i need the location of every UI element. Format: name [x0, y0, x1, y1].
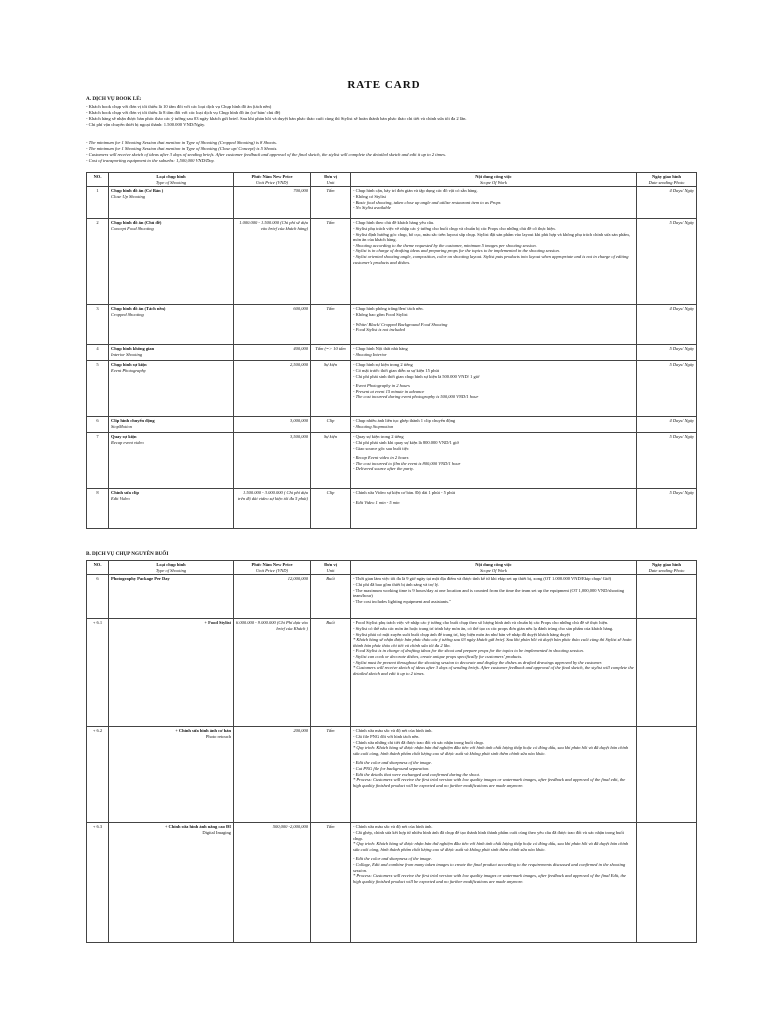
service-name-en: Edit Video: [111, 495, 130, 501]
cell-date: 5 Days/ Ngày: [637, 361, 697, 417]
cell-type: [109, 619, 234, 727]
scope-line: - The cost includes lighting equipment and assistants.": [353, 598, 451, 604]
scope-line: - Chỉnh sửa màu sắc và độ nét của hình ảnh.: [353, 728, 433, 734]
cell-scope: [351, 305, 637, 345]
service-name: Chỉnh sửa clip: [111, 490, 139, 496]
cell-no: + 6.2: [87, 727, 109, 823]
scope-line: - Edit the color and sharpness of the image.: [353, 856, 432, 862]
service-name: Chụp hình đồ ăn (Chủ đề): [111, 220, 162, 226]
scope-line: - Cắt ghép, chỉnh sửa kết hợp từ nhiều hình ảnh đã chụp để tạo thành hình thành phẩm cuối cùng theo yêu cầu đã được trao đổi và xác nhận trong buổi chụp.: [353, 829, 624, 841]
note-line: - Khách book chụp với đơn vị tối thiểu là 10 tấm đối với các loại dịch vụ Chụp hình đồ ăn (tách nền): [86, 104, 272, 109]
cell-type: [109, 823, 234, 943]
cell-unit: Tấm: [311, 187, 351, 219]
cell-type: [109, 361, 234, 417]
scope-line: - Có mặt trước thời gian diễn ra sự kiện 15 phút: [353, 367, 439, 373]
cell-scope: [351, 489, 637, 529]
cell-price: 400,000: [234, 345, 311, 361]
service-name: Chụp hình sự kiện: [111, 362, 147, 368]
cell-no: 6: [87, 417, 109, 433]
scope-line: - Stylist phụ trách việc về nhập các ý tưởng cho buổi chụp và chuẩn bị các Props cho những chủ đề cố thực hiện.: [353, 225, 556, 231]
header-price: Phức Năm New Price Unit Price (VND): [234, 561, 311, 575]
cell-type: [109, 489, 234, 529]
scope-line: - Stylist can cook or decorate dishes, create unique props specifically for customers' products.: [353, 654, 523, 659]
scope-line: - Stylist phải có mặt xuyên suốt buổi chụp ảnh để trang trí, bày biện món ăn như bản vẽ nháp đã duyệt khách hàng duyệt: [353, 631, 570, 637]
cell-date: 4 Days/ Ngày: [637, 187, 697, 219]
cell-price: 500,000 -2,000,000: [234, 823, 311, 943]
scope-line: - Collage, Edit and combine from many taken images to create the final product according to the requirements discussed and confirmed in the shooting session.: [353, 862, 626, 873]
scope-line: * Process: Customers will receive the first trial version with low quality images or watermark images, after feedback and approval of the final edit, the high quality finished product will be exported and no further modifications are made anymore.: [353, 777, 626, 788]
cell-no: 2: [87, 219, 109, 305]
cell-type: [109, 575, 234, 619]
scope-line: - Edit Video 1 min - 5 min: [353, 499, 400, 505]
scope-line: - Chụp hình Nội thất nhà hàng: [353, 346, 408, 352]
scope-line: - Cắt file PNG đối với hình tách nền.: [353, 733, 420, 739]
cell-scope: [351, 823, 637, 943]
scope-line: - Chụp hình sự kiện trong 2 tiếng: [353, 362, 413, 368]
cell-unit: Tấm: [311, 727, 351, 823]
cell-unit: Buổi: [311, 575, 351, 619]
service-name-en: Concept Food Shooting: [111, 225, 154, 231]
service-name-en: Event Photography: [111, 367, 146, 373]
cell-type: [109, 219, 234, 305]
table-header-row: [87, 173, 697, 187]
service-name: Chụp hình không gian: [111, 346, 155, 352]
scope-line: * Process: Customers will receive the first trial version with low quality images or watermark images, after feedback and approval of the final Edit, the high quality finished product will be exported and no further modifications are made anymore.: [353, 873, 626, 884]
page-title: RATE CARD: [347, 79, 421, 91]
header-date: Ngày giao hình Date sending Photo: [637, 561, 697, 575]
cell-scope: [351, 219, 637, 305]
service-name-en: StopMotion: [111, 423, 132, 429]
scope-line: - Chỉnh sửa màu sắc và độ nét của hình ảnh.: [353, 824, 433, 830]
cell-price: 3,000,000: [234, 417, 311, 433]
cell-unit: Clip: [311, 489, 351, 529]
scope-line: * Quy trình: Khách hàng sẽ được nhận bản thử nghiệm đầu tiên với hình ảnh chất lượng thấp hoặc có đóng dấu, sau khi phản hồi và đã duyệt bản chính sửa cuối cùng, hình thành phẩm chất lượng cao sẽ được xuất và không phát sinh thêm chỉnh sửa nào khác.: [353, 841, 629, 852]
cell-scope: [351, 417, 637, 433]
header-scope: Nội dung công việc Scope Of Work: [351, 173, 637, 187]
header-type: Loại chụp hình Type of Shooting: [109, 173, 234, 187]
service-name: Clip hình chuyển động: [111, 418, 155, 424]
cell-price: 600,000: [234, 305, 311, 345]
scope-line: - Stylist must be present throughout the shooting session to decorate and display the dishes as drafted drawings approved by the customer.: [353, 659, 602, 665]
cell-type: [109, 417, 234, 433]
cell-date: [637, 823, 697, 943]
cell-no: 3: [87, 305, 109, 345]
cell-no: 5: [87, 361, 109, 417]
cell-unit: Tấm: [311, 823, 351, 943]
cell-scope: [351, 619, 637, 727]
cell-scope: [351, 433, 637, 489]
section-b-heading: B. DỊCH VỤ CHỤP NGUYÊN BUỔI: [86, 551, 169, 557]
section-a-heading: A. DỊCH VỤ BOOK LẺ:: [86, 96, 142, 102]
cell-unit: Sự kiện: [311, 361, 351, 417]
cell-no: 4: [87, 345, 109, 361]
scope-line: - Cut PNG file for background separation.: [353, 766, 430, 771]
scope-line: - Present at event 15 minute in advance: [353, 388, 425, 394]
service-name-en: Interior Shooting: [111, 351, 143, 357]
scope-line: - Stylist định hướng góc chụp, bố cục, màu sắc trên layout sắp chụp. Stylist đặt sản phẩm vào layout khi phù hợp và không phụ trách chỉnh sửa sản phẩm, món ăn của khách hàng.: [353, 231, 630, 243]
header-scope: Nội dung công việc Scope Of Work: [351, 561, 637, 575]
scope-line: * Khách hàng sẽ nhận được bản phác thảo các ý tưởng sau 03 ngày khách gửi brief. Sau khi phản hồi và duyệt bản phác thảo cuối cùng thì Stylist sẽ hoàn thành bản phác thảo chi tiết và chỉnh sửa tối đa 2 lần.: [353, 637, 632, 648]
cell-unit: Tấm: [311, 219, 351, 305]
scope-line: - Food Stylist phụ trách việc về nhập các ý tưởng cho buổi chụp theo số lượng hình ảnh và chuẩn bị các Props cho những chủ đề sẽ thực hiện.: [353, 620, 609, 626]
scope-line: - Delivered source after the party.: [353, 466, 414, 472]
cell-no: 6: [87, 575, 109, 619]
scope-line: * Customers will receive sketch of ideas after 3 days of sending briefs. After customer feedback and approval of the final sketch, the stylist will complete the detailed sketch and edit it up to 2 times.: [353, 665, 634, 676]
cell-date: 5 Days/ Ngày: [637, 345, 697, 361]
cell-date: 5 Days/ Ngày: [637, 219, 697, 305]
cell-scope: [351, 575, 637, 619]
service-name: + Chỉnh sửa hình ảnh nâng cao ĐI: [164, 824, 231, 830]
scope-line: - Giao source gốc sau buổi tiệc: [353, 445, 409, 451]
section-a-table: [86, 172, 697, 529]
cell-no: 8: [87, 489, 109, 529]
scope-line: - Chi phí phát sinh khi quay sự kiện là 800.000 VND/1 giờ: [353, 439, 459, 445]
table-row: [87, 433, 697, 489]
service-name: Chụp hình đồ ăn (Tách nền): [111, 306, 166, 312]
table-row: [87, 823, 697, 943]
cell-type: [109, 345, 234, 361]
cell-unit: Buổi: [311, 619, 351, 727]
table-row: [87, 305, 697, 345]
cell-type: [109, 305, 234, 345]
service-name-en: Photo retouch: [205, 733, 231, 739]
scope-line: - Không có Stylist: [353, 193, 386, 199]
cell-price: 3,500,000: [234, 433, 311, 489]
scope-line: - Thời gian làm việc tối đa là 9 giờ ngày tại một địa điểm và được tính kể từ khi ekip set up thiết bị, xong (OT 1.000.000 VND/Ekip chụp/ Giờ): [353, 576, 612, 582]
service-name: + Chỉnh sửa hình ảnh cơ bản: [175, 728, 231, 734]
note-line: - Cost of transporting equipment to the suburbs: 1,500,000 VND/Day.: [86, 157, 215, 163]
table-row: [87, 345, 697, 361]
section-a-notes-vi: [86, 104, 696, 128]
scope-line: - White/ Black/ Cropped Background Food Shooting: [353, 321, 448, 327]
cell-unit: Tấm (=> 10 tấm: [311, 345, 351, 361]
scope-line: - Chụp hình cận, bày trí đơn giản và tập dụng các đồ vật có sẵn hàng.: [353, 188, 478, 194]
cell-type: [109, 727, 234, 823]
note-line: - Khách hàng sẽ nhận được bản phác thảo các ý tưởng sau 03 ngày khách gửi brief. Sau khi phản hồi và duyệt bản phác thảo cuối cùng thì Stylist sẽ hoàn thành bản phác thảo chi tiết và chỉnh sửa tối đa 2 lần.: [86, 115, 467, 121]
scope-line: - Shooting according to the theme requested by the customer, minimum 5 images per shooting session.: [353, 242, 537, 248]
cell-date: [637, 727, 697, 823]
service-name-en: Recap event video: [111, 439, 144, 445]
header-no: NO.: [87, 173, 109, 187]
scope-line: - Recap Event video in 2 hours: [353, 455, 409, 461]
scope-line: - The cost incurred during event photography is 500,000 VND/1 hour: [353, 394, 479, 400]
cell-date: 4 Days/ Ngày: [637, 305, 697, 345]
cell-price: 200,000: [234, 727, 311, 823]
scope-line: - Stylist is in charge of drafting ideas and preparing props for the topics to be implemented in the shooting session.: [353, 248, 560, 254]
header-unit: Đơn vị Unit: [311, 173, 351, 187]
cell-unit: Sự kiện: [311, 433, 351, 489]
service-name-en: Digital Imaging: [202, 829, 231, 835]
cell-price: 6.000.000 - 9.000.000 (Chi Phí dựa vào brief của Khách ): [234, 619, 311, 727]
scope-line: - Event Photography in 2 hours: [353, 383, 410, 389]
scope-line: - Không bao gồm Food Stylist: [353, 311, 408, 317]
cell-type: [109, 433, 234, 489]
cell-no: 1: [87, 187, 109, 219]
cell-no: + 6.1: [87, 619, 109, 727]
table-row: [87, 187, 697, 219]
cell-scope: [351, 187, 637, 219]
table-row: [87, 727, 697, 823]
table-row: [87, 417, 697, 433]
section-b-table: [86, 560, 697, 943]
cell-date: 5 Days/ Ngày: [637, 489, 697, 529]
table-row: [87, 219, 697, 305]
cell-date: [637, 619, 697, 727]
header-date: Ngày giao hình Date sending Photo: [637, 173, 697, 187]
scope-line: - Stylist oriented shooting angle, composition, color on shooting layout. Stylist puts products into layout when appropriate and is not in charge of editing customer's products and dishes.: [353, 254, 629, 265]
scope-line: - Shooting Interior: [353, 351, 387, 357]
cell-scope: [351, 727, 637, 823]
cell-price: 700,000: [234, 187, 311, 219]
cell-price: 1.500.000 - 3.000.000 ( Chi phí dựa trên độ dài video sự kiện tối đa 5 phút): [234, 489, 311, 529]
scope-line: - Stylist có thể nấu các món ăn hoặc trang trí trình bày món ăn, có thể tạo ra các props đơn giản nếu lạ đánh trùng cho sản phẩm của khách hàng.: [353, 625, 614, 631]
scope-line: - Basic food shooting, taken close up angle and utilize restaurant item to as Props: [353, 199, 501, 205]
table-row: [87, 575, 697, 619]
service-name: Photography Package Per Day: [111, 576, 170, 582]
scope-line: - Chụp nhiều ảnh liên tục ghép thành 1 clip chuyển động: [353, 418, 456, 424]
cell-price: 1.000.000 - 1.500.000 (Chi phí sẽ dựa vào brief của khách hàng): [234, 219, 311, 305]
note-line: - The minimum for 1 Shooting Session that mention in Type of Shooting (Cropped Shooting) is 8 Shoots.: [86, 140, 277, 145]
cell-date: 5 Days/ Ngày: [637, 433, 697, 489]
scope-line: - Food Stylist is in charge of drafting ideas for the shoot and prepare props for the topics to be implemented in shooting session.: [353, 648, 584, 654]
service-name-en: Close Up Shooting: [111, 193, 146, 199]
cell-date: 4 Days/ Ngày: [637, 417, 697, 433]
table-row: [87, 619, 697, 727]
section-a-notes-en: [86, 140, 696, 164]
scope-line: * Quy trình: Khách hàng sẽ được nhận bản thử nghiệm đầu tiên với hình ảnh chất lượng thấp hoặc có đóng dấu, sau khi phản hồi và đã duyệt bản chính sửa cuối cùng, hình thành phẩm chất lượng cao sẽ được xuất và không phát sinh thêm chỉnh sửa nào khác.: [353, 745, 629, 756]
scope-line: - Edit the details that were exchanged and confirmed during the shoot.: [353, 771, 481, 777]
scope-line: - Shooting Stopmotion: [353, 423, 394, 429]
scope-line: - The maximum working time is 9 hours/day at one location and is counted from the time the team set up the equipment (OT 1,000,000 VND/shooting team/hour): [353, 587, 625, 599]
service-name-en: Cropped Shooting: [111, 311, 144, 317]
note-line: - Khách book chụp với đơn vị tối thiểu là 8 tấm đối với các loại dịch vụ Chụp hình đồ ăn (cơ bản/ chủ đề): [86, 109, 281, 115]
table-row: [87, 489, 697, 529]
cell-no: 7: [87, 433, 109, 489]
cell-unit: Clip: [311, 417, 351, 433]
scope-line: - Chụp hình phông trắng/đen/ tách nền.: [353, 306, 424, 312]
scope-line: - Quay sự kiện trong 2 tiếng: [353, 434, 404, 440]
table-header-row: [87, 561, 697, 575]
note-line: - Customers will receive sketch of ideas after 3 days of sending briefs. After customer feedback and approval of the final sketch, the stylist will complete the detailed sketch and edit it up to 2 times.: [86, 151, 447, 157]
cell-scope: [351, 345, 637, 361]
service-name: Chụp hình đồ ăn (Cơ Bản ): [111, 188, 164, 194]
scope-line: - Chụp hình theo chủ đề khách hàng yêu cầu.: [353, 220, 435, 226]
cell-no: + 6.3: [87, 823, 109, 943]
scope-line: - Food Stylist is not included: [353, 327, 405, 333]
cell-date: [637, 575, 697, 619]
header-no: NO.: [87, 561, 109, 575]
cell-unit: Tấm: [311, 305, 351, 345]
scope-line: - Chỉnh sửa Video sự kiện cơ bản. Độ dài 1 phút - 5 phút: [353, 490, 456, 496]
service-name: + Food Stylist: [204, 620, 231, 626]
scope-line: - The cost incurred to film the event is 800,000 VND/1 hour: [353, 460, 461, 466]
cell-scope: [351, 361, 637, 417]
note-line: - The minimum for 1 Shooting Session that mention in Type of Shooting (Close up/ Concept) is 5 Shoots.: [86, 145, 278, 151]
header-type: Loại chụp hình Type of Shooting: [109, 561, 234, 575]
scope-line: - No Stylist available: [353, 205, 391, 211]
table-row: [87, 361, 697, 417]
note-line: - Chi phí vận chuyển thiết bị ngoại thành: 1.500.000 VND/Ngày.: [86, 121, 206, 127]
header-unit: Đơn vị Unit: [311, 561, 351, 575]
scope-line: - Chi phí phát sinh thời gian chụp hình sự kiện là 500.000 VND/ 1 giờ: [353, 373, 480, 379]
scope-line: - Edit the color and sharpness of the image.: [353, 760, 432, 766]
cell-price: 12,000,000: [234, 575, 311, 619]
header-price: Phức Năm New Price Unit Price (VND): [234, 173, 311, 187]
cell-price: 2,500,000: [234, 361, 311, 417]
service-name: Quay sự kiện: [111, 434, 137, 440]
cell-type: [109, 187, 234, 219]
scope-line: - Chi phí đã bao gồm thiết bị ánh sáng và trợ lý.: [353, 581, 440, 587]
scope-line: - Chỉnh sửa những chi tiết đã được trao đổi và xác nhận trong buổi chụp.: [353, 739, 484, 745]
